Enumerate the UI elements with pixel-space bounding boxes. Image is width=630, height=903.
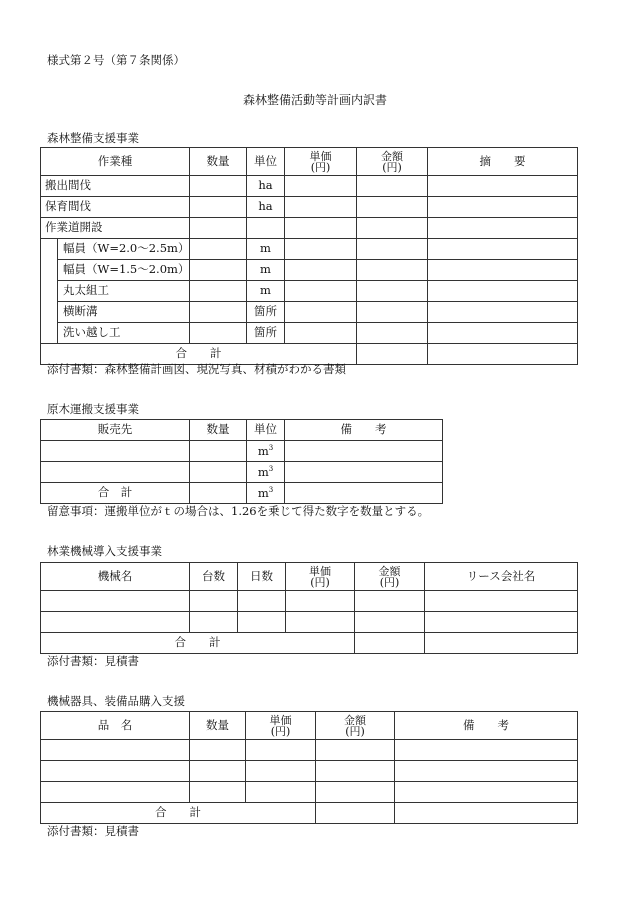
- buyer-cell[interactable]: [41, 441, 190, 462]
- header-buyer: 販売先: [41, 420, 190, 441]
- section-title-machinery: 林業機械導入支援事業: [47, 544, 162, 558]
- header-work-type: 作業種: [41, 148, 190, 176]
- row-name: 幅員（W=1.5〜2.0m）: [58, 260, 190, 281]
- table-row: [41, 323, 578, 344]
- header-summary: 摘 要: [428, 148, 578, 176]
- quantity-cell[interactable]: [190, 761, 246, 782]
- row-name: 幅員（W=2.0〜2.5m）: [58, 239, 190, 260]
- remarks-note: 留意事項：運搬単位がｔの場合は、1.26を乗じて得た数字を数量とする。: [47, 504, 430, 518]
- total-row: [41, 803, 578, 824]
- row-name: 搬出間伐: [41, 176, 190, 197]
- amount-cell[interactable]: [357, 302, 428, 323]
- unit-price-cell[interactable]: [285, 323, 357, 344]
- table-row: [41, 218, 578, 239]
- header-unit-price: 単価 (円): [285, 148, 357, 176]
- header-unit: 単位: [247, 148, 285, 176]
- row-unit: m: [247, 281, 285, 302]
- amount-cell[interactable]: [357, 176, 428, 197]
- section-title-forest-support: 森林整備支援事業: [47, 131, 139, 145]
- summary-cell[interactable]: [428, 176, 578, 197]
- buyer-cell[interactable]: [41, 462, 190, 483]
- unit-price-cell[interactable]: [285, 197, 357, 218]
- section-title-log-transport: 原木運搬支援事業: [47, 402, 139, 416]
- table-row: [41, 740, 578, 761]
- header-machine-name: 機械名: [41, 563, 190, 591]
- lease-company-cell[interactable]: [425, 612, 578, 633]
- header-days: 日数: [238, 563, 286, 591]
- header-unit-price: 単価 (円): [246, 712, 316, 740]
- item-name-cell[interactable]: [41, 740, 190, 761]
- total-row: [41, 483, 443, 504]
- unit-price-cell[interactable]: [285, 281, 357, 302]
- unit-price-cell[interactable]: [286, 612, 355, 633]
- quantity-cell[interactable]: [190, 782, 246, 803]
- row-unit: 箇所: [247, 323, 285, 344]
- table-row: [41, 281, 578, 302]
- table-row: [41, 462, 443, 483]
- row-name: 保育間伐: [41, 197, 190, 218]
- equipment-table: [40, 711, 578, 824]
- unit-price-cell[interactable]: [246, 761, 316, 782]
- row-unit: $m^3$: [247, 483, 285, 504]
- summary-cell[interactable]: [428, 218, 578, 239]
- header-quantity: 数量: [190, 712, 246, 740]
- table-row: [41, 302, 578, 323]
- table-header-row: [41, 563, 578, 591]
- row-name: 洗い越し工: [58, 323, 190, 344]
- table-row: [41, 782, 578, 803]
- indent-cell: [41, 239, 58, 344]
- summary-cell[interactable]: [428, 302, 578, 323]
- days-cell[interactable]: [238, 612, 286, 633]
- unit-price-cell[interactable]: [286, 591, 355, 612]
- amount-cell[interactable]: [357, 218, 428, 239]
- quantity-cell[interactable]: [190, 197, 247, 218]
- quantity-cell[interactable]: [190, 323, 247, 344]
- header-unit-price: 単価 (円): [286, 563, 355, 591]
- unit-price-cell[interactable]: [285, 260, 357, 281]
- quantity-cell[interactable]: [190, 441, 247, 462]
- item-name-cell[interactable]: [41, 782, 190, 803]
- total-label: 合 計: [41, 344, 357, 365]
- table-row: [41, 176, 578, 197]
- table-row: [41, 761, 578, 782]
- amount-cell[interactable]: [357, 323, 428, 344]
- count-cell[interactable]: [190, 591, 238, 612]
- header-lease-company: リース会社名: [425, 563, 578, 591]
- attachment-note: 添付書類：見積書: [47, 824, 139, 838]
- amount-cell[interactable]: [357, 281, 428, 302]
- total-label: 合 計: [41, 633, 355, 654]
- remarks-cell[interactable]: [395, 782, 578, 803]
- summary-cell[interactable]: [428, 197, 578, 218]
- amount-cell[interactable]: [355, 591, 425, 612]
- row-unit: ha: [247, 197, 285, 218]
- row-name: 横断溝: [58, 302, 190, 323]
- header-count: 台数: [190, 563, 238, 591]
- unit-price-cell[interactable]: [285, 176, 357, 197]
- amount-cell[interactable]: [316, 761, 395, 782]
- days-cell[interactable]: [238, 591, 286, 612]
- row-unit: m: [247, 260, 285, 281]
- table-header-row: [41, 420, 443, 441]
- header-remarks: 備 考: [395, 712, 578, 740]
- table-row: [41, 197, 578, 218]
- header-amount: 金額 (円): [316, 712, 395, 740]
- machinery-table: [40, 562, 578, 654]
- total-amount-cell[interactable]: [357, 344, 428, 365]
- quantity-cell[interactable]: [190, 462, 247, 483]
- header-quantity: 数量: [190, 420, 247, 441]
- section-title-equipment: 機械器具、装備品購入支援: [47, 694, 185, 708]
- unit-price-cell[interactable]: [285, 239, 357, 260]
- quantity-cell[interactable]: [190, 176, 247, 197]
- amount-cell[interactable]: [357, 197, 428, 218]
- quantity-cell[interactable]: [190, 218, 247, 239]
- table-row: [41, 591, 578, 612]
- summary-cell[interactable]: [428, 239, 578, 260]
- unit-price-cell[interactable]: [285, 218, 357, 239]
- remarks-cell[interactable]: [285, 441, 443, 462]
- row-name: 作業道開設: [41, 218, 190, 239]
- header-item-name: 品 名: [41, 712, 190, 740]
- header-amount: 金額 (円): [357, 148, 428, 176]
- total-quantity-cell[interactable]: [190, 483, 247, 504]
- table-header-row: [41, 712, 578, 740]
- header-unit: 単位: [247, 420, 285, 441]
- amount-cell[interactable]: [316, 740, 395, 761]
- table-header-row: [41, 148, 578, 176]
- total-amount-cell[interactable]: [316, 803, 395, 824]
- total-summary-cell[interactable]: [428, 344, 578, 365]
- row-unit: [247, 218, 285, 239]
- attachment-note: 添付書類：森林整備計画図、現況写真、材積がわかる書類: [47, 362, 346, 376]
- quantity-cell[interactable]: [190, 239, 247, 260]
- total-label: 合 計: [41, 803, 316, 824]
- form-label: 様式第２号（第７条関係）: [47, 53, 185, 67]
- unit-price-cell[interactable]: [246, 782, 316, 803]
- row-name: 丸太組工: [58, 281, 190, 302]
- remarks-cell[interactable]: [285, 483, 443, 504]
- machine-name-cell[interactable]: [41, 591, 190, 612]
- table-row: [41, 260, 578, 281]
- row-unit: $m^3$: [247, 441, 285, 462]
- amount-cell[interactable]: [316, 782, 395, 803]
- quantity-cell[interactable]: [190, 260, 247, 281]
- unit-price-cell[interactable]: [246, 740, 316, 761]
- header-remarks: 備 考: [285, 420, 443, 441]
- attachment-note: 添付書類：見積書: [47, 654, 139, 668]
- lease-company-cell[interactable]: [425, 591, 578, 612]
- remarks-cell[interactable]: [395, 761, 578, 782]
- quantity-cell[interactable]: [190, 281, 247, 302]
- remarks-cell[interactable]: [285, 462, 443, 483]
- table-row: [41, 441, 443, 462]
- count-cell[interactable]: [190, 612, 238, 633]
- total-label: 合 計: [41, 483, 190, 504]
- amount-cell[interactable]: [357, 260, 428, 281]
- table-row: [41, 239, 578, 260]
- summary-cell[interactable]: [428, 323, 578, 344]
- item-name-cell[interactable]: [41, 761, 190, 782]
- row-unit: $m^3$: [247, 462, 285, 483]
- lease-company-cell[interactable]: [425, 633, 578, 654]
- log-transport-table: [40, 419, 443, 504]
- forest-support-table: [40, 147, 578, 365]
- table-row: [41, 612, 578, 633]
- remarks-cell[interactable]: [395, 740, 578, 761]
- summary-cell[interactable]: [428, 260, 578, 281]
- total-amount-cell[interactable]: [355, 633, 425, 654]
- header-quantity: 数量: [190, 148, 247, 176]
- header-amount: 金額 (円): [355, 563, 425, 591]
- amount-cell[interactable]: [355, 612, 425, 633]
- remarks-cell[interactable]: [395, 803, 578, 824]
- row-unit: m: [247, 239, 285, 260]
- amount-cell[interactable]: [357, 239, 428, 260]
- row-unit: 箇所: [247, 302, 285, 323]
- quantity-cell[interactable]: [190, 740, 246, 761]
- unit-price-cell[interactable]: [285, 302, 357, 323]
- machine-name-cell[interactable]: [41, 612, 190, 633]
- row-unit: ha: [247, 176, 285, 197]
- total-row: [41, 633, 578, 654]
- quantity-cell[interactable]: [190, 302, 247, 323]
- summary-cell[interactable]: [428, 281, 578, 302]
- page-title: 森林整備活動等計画内訳書: [243, 93, 388, 107]
